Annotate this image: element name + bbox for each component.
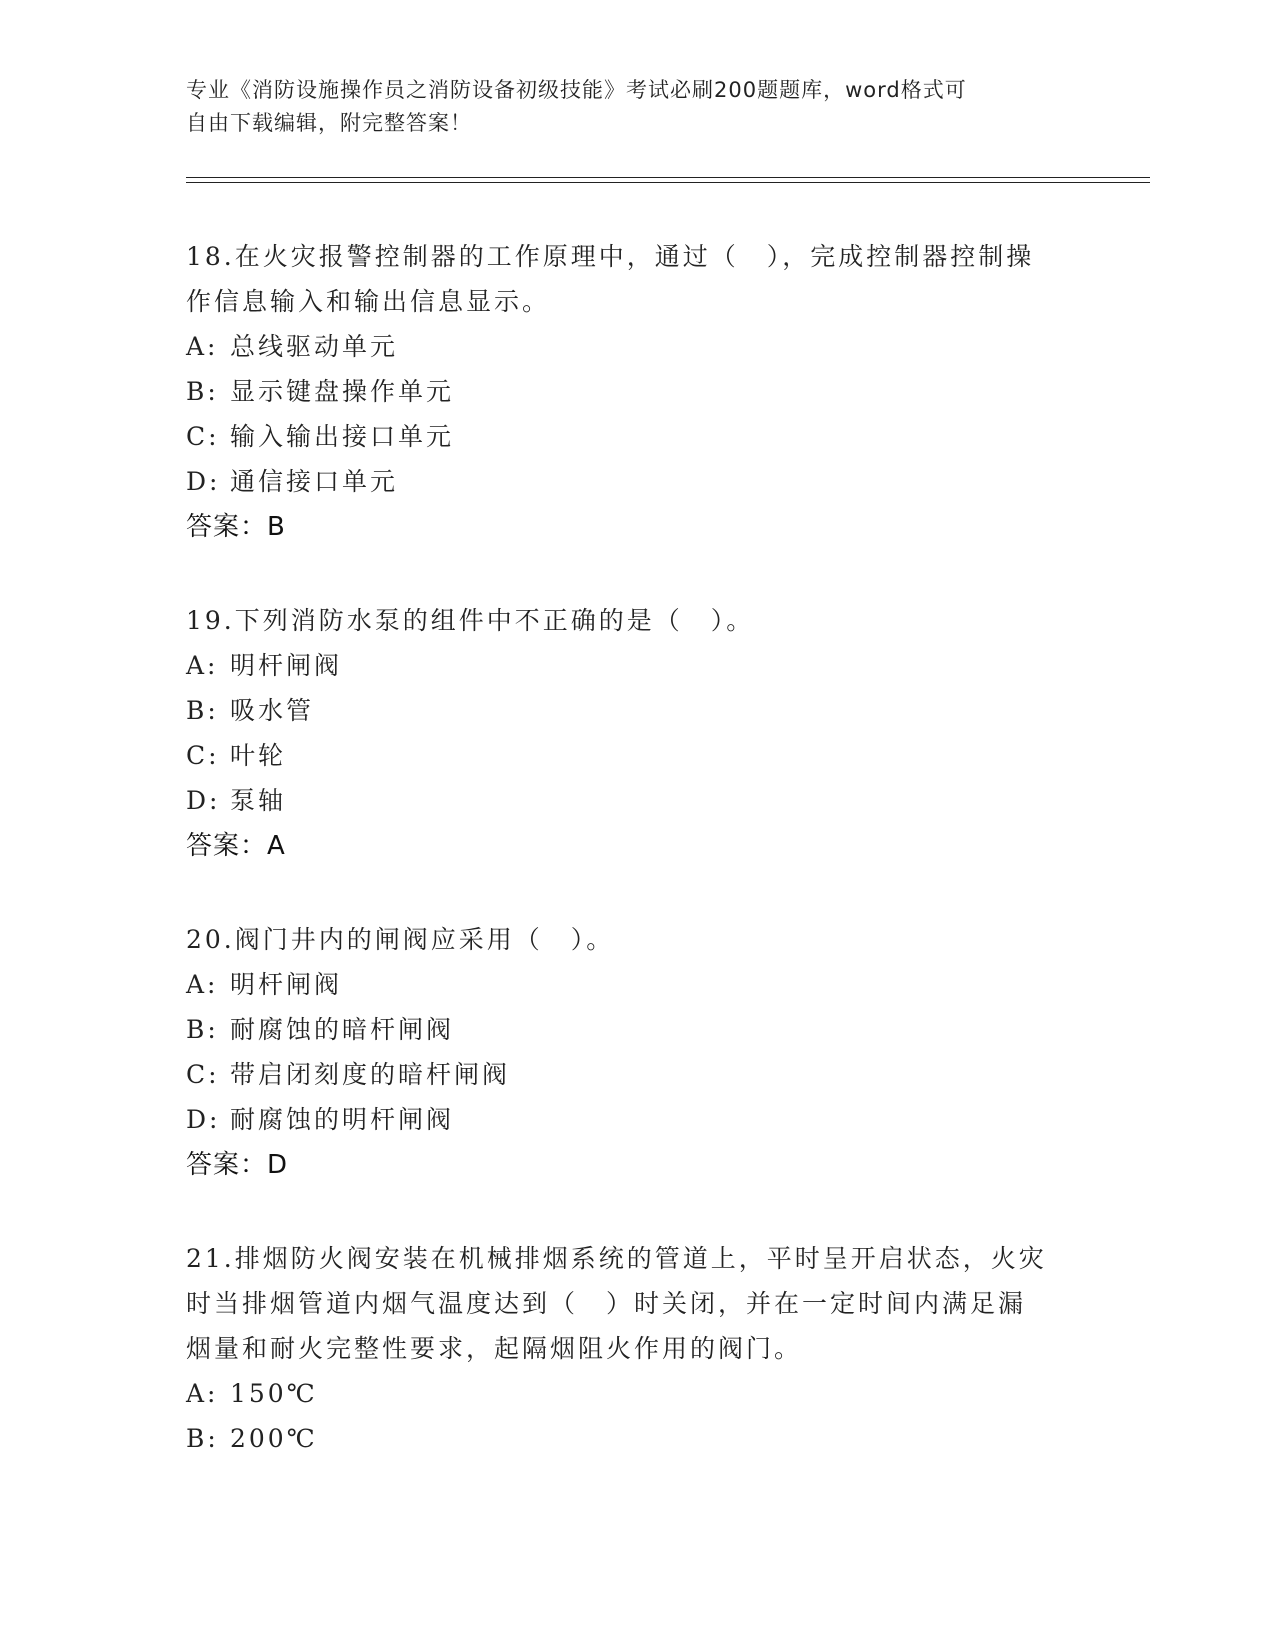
option-d xyxy=(186,778,1086,823)
option-a xyxy=(186,324,1086,369)
option-text: 耐腐蚀的明杆闸阀 xyxy=(230,1105,455,1134)
question-stem-line: 21.排烟防火阀安装在机械排烟系统的管道上，平时呈开启状态，火灾 xyxy=(186,1244,1047,1273)
question-21 xyxy=(186,1236,1086,1461)
option-c xyxy=(186,733,1086,778)
option-text: 耐腐蚀的暗杆闸阀 xyxy=(230,1015,455,1044)
question-stem-line: 烟量和耐火完整性要求，起隔烟阻火作用的阀门。 xyxy=(186,1334,803,1363)
option-text: 输入输出接口单元 xyxy=(230,422,455,451)
option-key: B: xyxy=(186,1424,219,1453)
question-stem-line: 作信息输入和输出信息显示。 xyxy=(186,287,551,316)
question-18 xyxy=(186,234,1086,550)
option-text: 200℃ xyxy=(230,1424,318,1453)
answer-line: 答案：A xyxy=(186,831,286,861)
option-text: 泵轴 xyxy=(230,786,287,815)
option-d xyxy=(186,1097,1086,1142)
option-key: D: xyxy=(186,467,221,496)
option-key: A: xyxy=(186,1379,219,1408)
option-a xyxy=(186,962,1086,1007)
header-line-2: 自由下载编辑，附完整答案！ xyxy=(186,111,472,135)
option-key: A: xyxy=(186,970,219,999)
answer-line: 答案：D xyxy=(186,1150,289,1180)
option-b xyxy=(186,1007,1086,1052)
question-stem-line: 20.阀门井内的闸阀应采用（ ）。 xyxy=(186,925,615,954)
option-key: B: xyxy=(186,377,219,406)
option-key: C: xyxy=(186,422,220,451)
option-c xyxy=(186,1052,1086,1097)
option-key: C: xyxy=(186,741,220,770)
question-stem-line: 时当排烟管道内烟气温度达到（ ）时关闭，并在一定时间内满足漏 xyxy=(186,1289,1027,1318)
option-text: 通信接口单元 xyxy=(230,467,399,496)
option-c xyxy=(186,414,1086,459)
option-key: C: xyxy=(186,1060,220,1089)
option-text: 叶轮 xyxy=(230,741,287,770)
header-line-1: 专业《消防设施操作员之消防设备初级技能》考试必刷200题题库，word格式可 xyxy=(186,78,967,102)
option-key: D: xyxy=(186,1105,221,1134)
question-20 xyxy=(186,917,1086,1188)
answer-line: 答案：B xyxy=(186,512,286,542)
question-stem-line: 19.下列消防水泵的组件中不正确的是（ ）。 xyxy=(186,606,755,635)
question-19 xyxy=(186,598,1086,869)
option-key: A: xyxy=(186,651,219,680)
question-stem-line: 18.在火灾报警控制器的工作原理中，通过（ ），完成控制器控制操 xyxy=(186,242,1035,271)
option-text: 明杆闸阀 xyxy=(230,970,343,999)
option-b xyxy=(186,1416,1086,1461)
option-text: 吸水管 xyxy=(230,696,315,725)
option-b xyxy=(186,688,1086,733)
option-b xyxy=(186,369,1086,414)
option-text: 150℃ xyxy=(230,1379,318,1408)
option-key: B: xyxy=(186,696,219,725)
option-text: 总线驱动单元 xyxy=(230,332,399,361)
question-list xyxy=(186,234,1086,1509)
header-divider-bottom xyxy=(186,182,1150,183)
option-d xyxy=(186,459,1086,504)
option-text: 显示键盘操作单元 xyxy=(230,377,455,406)
option-text: 带启闭刻度的暗杆闸阀 xyxy=(230,1060,511,1089)
header-divider-top xyxy=(186,177,1150,178)
document-header xyxy=(186,74,1086,140)
option-a xyxy=(186,1371,1086,1416)
option-key: A: xyxy=(186,332,219,361)
option-key: D: xyxy=(186,786,221,815)
option-a xyxy=(186,643,1086,688)
option-text: 明杆闸阀 xyxy=(230,651,343,680)
option-key: B: xyxy=(186,1015,219,1044)
